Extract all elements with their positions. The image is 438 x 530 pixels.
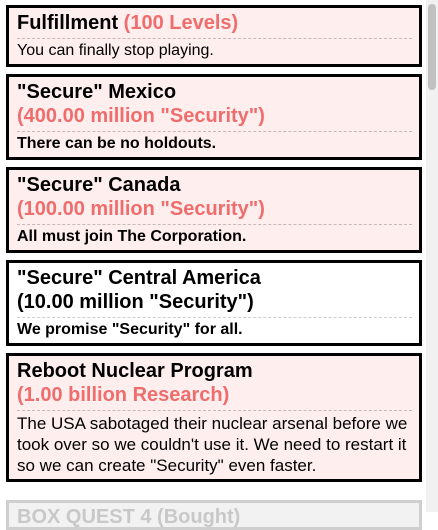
upgrade-name: Reboot Nuclear Program [17, 360, 253, 382]
upgrade-description: All must join The Corporation. [17, 228, 247, 245]
upgrade-secure-central-america[interactable] [6, 260, 422, 346]
upgrade-description: We promise "Security" for all. [17, 321, 243, 338]
upgrade-cost: (1.00 billion Research) [17, 384, 230, 406]
upgrade-cost: (100.00 million "Security") [17, 198, 265, 220]
upgrade-description: The USA sabotaged their nuclear arsenal before we took over so we couldn't use it. We need to restart it so we can create "Security" even faster. [17, 414, 408, 475]
upgrade-title [17, 266, 412, 314]
divider [17, 38, 412, 39]
upgrade-secure-mexico[interactable] [6, 74, 422, 160]
scrollbar-thumb[interactable] [428, 4, 436, 90]
divider [17, 317, 412, 318]
upgrade-list [6, 5, 422, 489]
upgrade-fulfillment[interactable] [6, 5, 422, 67]
upgrade-description: There can be no holdouts. [17, 135, 217, 152]
divider [17, 224, 412, 225]
upgrade-title [17, 80, 412, 128]
upgrade-name: "Secure" Central America [17, 267, 261, 289]
upgrade-title [17, 173, 412, 221]
divider [17, 410, 412, 411]
upgrade-cost: (400.00 million "Security") [17, 105, 265, 127]
divider [17, 131, 412, 132]
upgrade-name: "Secure" Mexico [17, 81, 177, 103]
upgrade-name: Fulfillment [17, 12, 119, 34]
upgrade-reboot-nuclear-program[interactable] [6, 353, 422, 482]
upgrade-cost: (10.00 million "Security") [17, 291, 254, 313]
scrollbar[interactable] [426, 0, 438, 512]
upgrade-bought-partial[interactable] [6, 500, 422, 530]
upgrade-title [17, 11, 412, 35]
upgrade-name: BOX QUEST 4 (Bought) [17, 506, 241, 528]
upgrade-secure-canada[interactable] [6, 167, 422, 253]
upgrade-description: You can finally stop playing. [17, 42, 214, 59]
upgrade-cost: (100 Levels) [123, 12, 239, 34]
upgrade-title [17, 359, 412, 407]
upgrade-name: "Secure" Canada [17, 174, 181, 196]
